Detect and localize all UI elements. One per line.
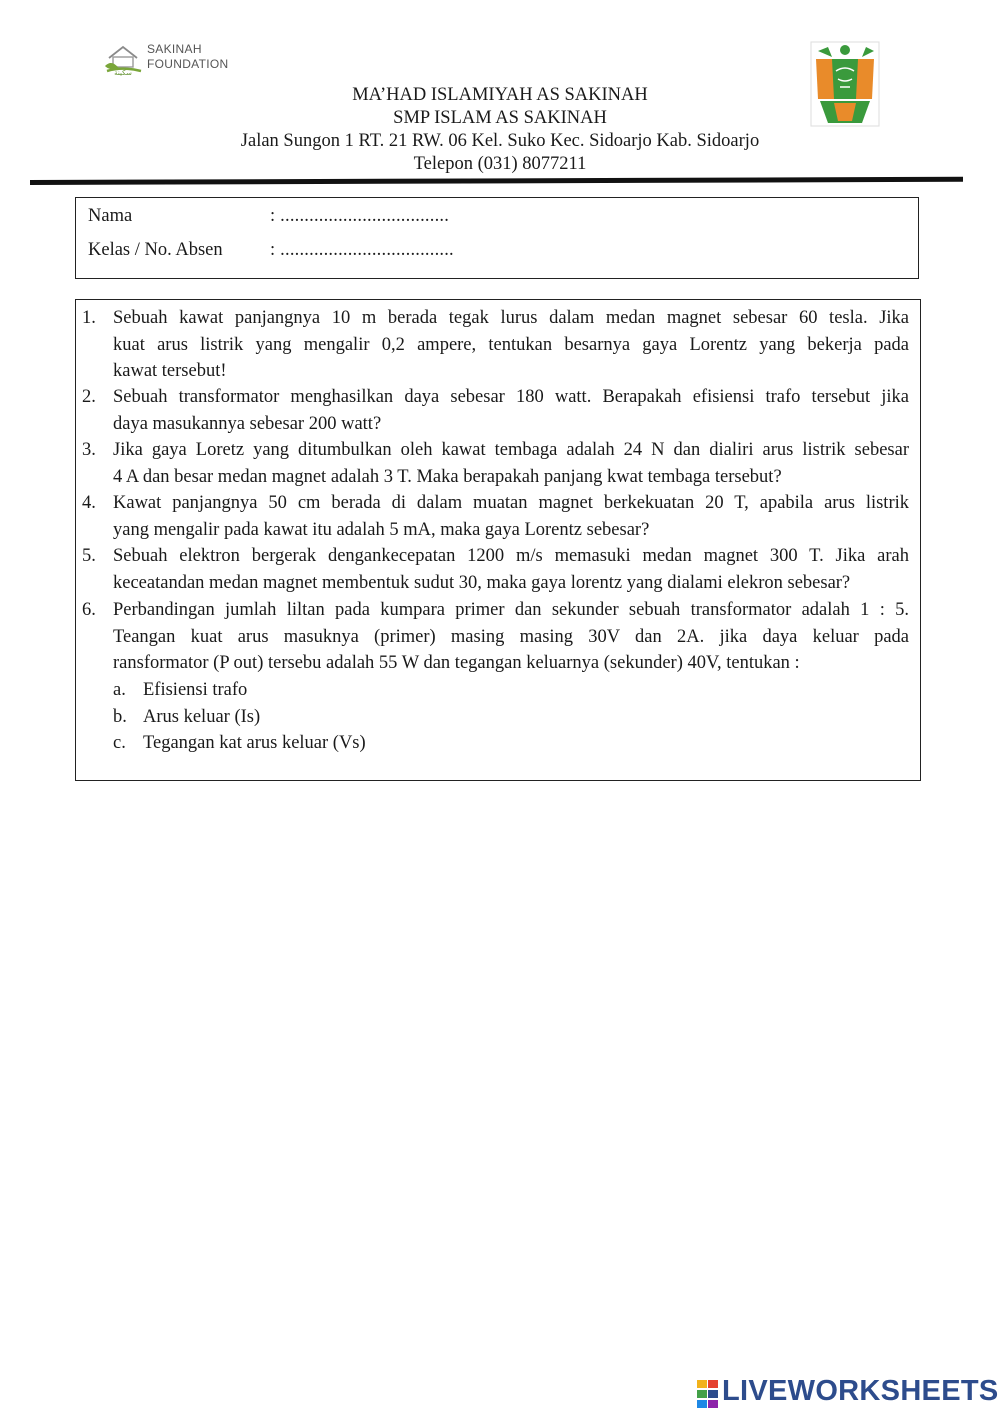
sub-question-letter: a. bbox=[113, 680, 126, 700]
sub-question-item bbox=[113, 730, 366, 757]
question-number: 6. bbox=[82, 600, 96, 620]
name-field[interactable]: : ................................... bbox=[270, 206, 450, 226]
question-line: Sebuah kawat panjangnya 10 m berada tegak lurus dalam medan magnet sebesar 60 tesla. Jika bbox=[113, 308, 909, 328]
school-address: Jalan Sungon 1 RT. 21 RW. 06 Kel. Suko Kec. Sidoarjo Kab. Sidoarjo bbox=[240, 131, 760, 151]
question-line: 4 A dan besar medan magnet adalah 3 T. Maka berapakah panjang kwat tembaga tersebut? bbox=[113, 466, 782, 487]
question-number: 4. bbox=[82, 493, 96, 513]
school-phone: Telepon (031) 8077211 bbox=[413, 154, 587, 174]
question-item bbox=[82, 437, 909, 490]
question-line: kawat tersebut! bbox=[113, 361, 227, 381]
sub-question-item bbox=[113, 704, 260, 731]
sub-question-text: Tegangan kat arus keluar (Vs) bbox=[143, 733, 366, 753]
sub-question-text: Efisiensi trafo bbox=[143, 680, 248, 700]
question-line: daya masukannya sebesar 200 watt? bbox=[113, 413, 382, 434]
question-line: Kawat panjangnya 50 cm berada di dalam muatan magnet berkekuatan 20 T, apabila arus listrik bbox=[113, 493, 909, 513]
question-text bbox=[113, 597, 909, 677]
sub-question-letter: b. bbox=[113, 707, 127, 727]
question-line: Jika gaya Loretz yang ditumbulkan oleh kawat tembaga adalah 24 N dan dialiri arus listrik sebesar bbox=[113, 440, 909, 460]
question-line: Sebuah elektron bergerak dengankecepatan 1200 m/s memasuki medan magnet 300 T. Jika arah bbox=[113, 546, 909, 566]
question-text bbox=[113, 543, 909, 596]
class-number-label: Kelas / No. Absen bbox=[88, 240, 223, 260]
logo-left-line2: FOUNDATION bbox=[147, 57, 229, 71]
question-text bbox=[113, 384, 909, 437]
question-line: yang mengalir pada kawat itu adalah 5 mA, maka gaya Lorentz sebesar? bbox=[113, 519, 650, 540]
questions-box bbox=[75, 299, 921, 781]
question-item bbox=[82, 305, 909, 385]
logo-left-line1: SAKINAH bbox=[147, 42, 202, 56]
header-divider bbox=[30, 177, 963, 185]
question-number: 5. bbox=[82, 546, 96, 566]
question-item bbox=[82, 543, 909, 596]
question-text bbox=[113, 305, 909, 385]
question-item bbox=[82, 384, 909, 437]
house-leaf-logo-icon bbox=[103, 42, 143, 76]
liveworksheets-brand[interactable] bbox=[697, 1377, 997, 1411]
question-text bbox=[113, 437, 909, 490]
sub-question-letter: c. bbox=[113, 733, 126, 753]
svg-text:سكينة: سكينة bbox=[114, 69, 132, 76]
sub-question-item bbox=[113, 677, 247, 704]
school-foundation-title: MA’HAD ISLAMIYAH AS SAKINAH bbox=[352, 85, 648, 105]
sub-question-text: Arus keluar (Is) bbox=[143, 707, 261, 727]
question-line: Perbandingan jumlah liltan pada kumpara primer dan sekunder sebuah transformator adalah 1 : 5. bbox=[113, 600, 909, 620]
question-line: Teangan kuat arus masuknya (primer) masing masing 30V dan 2A. jika daya keluar pada bbox=[113, 626, 909, 647]
question-line: kuat arus listrik yang mengalir 0,2 ampere, tentukan besarnya gaya Lorentz yang bekerja pada bbox=[113, 334, 909, 355]
question-item bbox=[82, 490, 909, 543]
class-number-field[interactable]: : .................................... bbox=[270, 240, 454, 260]
student-identity-box bbox=[75, 197, 919, 279]
question-number: 1. bbox=[82, 308, 96, 328]
sakinah-foundation-logo bbox=[103, 42, 233, 78]
brand-name: LIVEWORKSHEETS bbox=[722, 1375, 999, 1407]
question-line: keceatandan medan magnet membentuk sudut 30, maka gaya lorentz yang dialami elekron sebesar? bbox=[113, 572, 851, 593]
question-number: 2. bbox=[82, 387, 96, 407]
liveworksheets-logo-icon bbox=[697, 1380, 719, 1408]
name-label: Nama bbox=[88, 206, 133, 226]
question-line: ransformator (P out) tersebu adalah 55 W dan tegangan keluarnya (sekunder) 40V, tentukan : bbox=[113, 653, 800, 673]
logo-left-text bbox=[147, 42, 228, 72]
question-line: Sebuah transformator menghasilkan daya sebesar 180 watt. Berapakah efisiensi trafo tersebut jika bbox=[113, 387, 909, 407]
question-text bbox=[113, 490, 909, 543]
school-name: SMP ISLAM AS SAKINAH bbox=[393, 108, 607, 128]
question-item bbox=[82, 597, 909, 677]
question-number: 3. bbox=[82, 440, 96, 460]
